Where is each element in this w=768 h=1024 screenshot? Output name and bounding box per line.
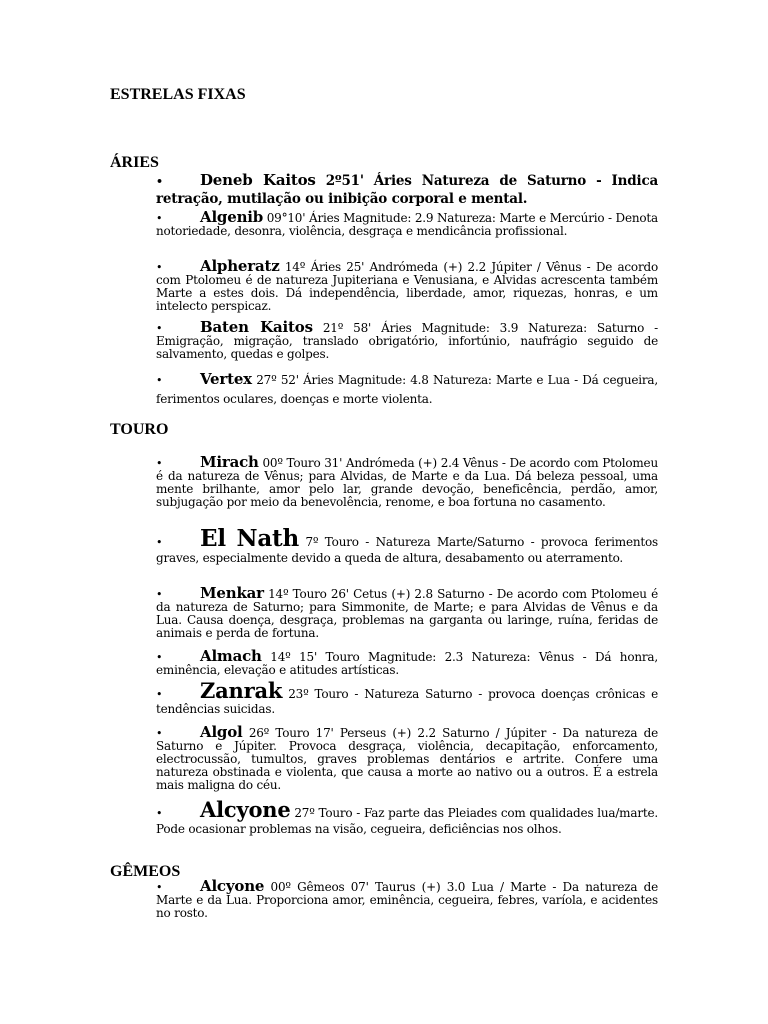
bullet-icon: • bbox=[156, 807, 163, 820]
section-heading-aries: ÁRIES bbox=[110, 154, 159, 171]
star-entry-el-nath bbox=[156, 525, 658, 565]
bullet-icon: • bbox=[156, 536, 163, 549]
bullet-icon: • bbox=[156, 374, 163, 387]
bullet-icon: • bbox=[156, 212, 163, 225]
star-entry-algenib bbox=[156, 208, 658, 238]
star-name: Vertex bbox=[200, 370, 252, 388]
bullet-icon: • bbox=[156, 457, 163, 470]
star-name: Alcyone bbox=[200, 797, 291, 822]
star-name: Almach bbox=[200, 647, 262, 665]
bullet-icon: • bbox=[156, 727, 163, 740]
star-name: Alpheratz bbox=[200, 257, 280, 275]
star-name: Zanrak bbox=[200, 678, 283, 703]
star-entry-vertex bbox=[156, 370, 658, 408]
star-description: 27º Touro - Faz parte das Pleiades com qualidades lua/marte. Pode ocasionar problemas na visão, cegueira, deficiências nos olhos. bbox=[156, 806, 658, 836]
bullet-icon: • bbox=[156, 588, 163, 601]
bullet-icon: • bbox=[156, 261, 163, 274]
star-name: Baten Kaitos bbox=[200, 318, 313, 336]
star-name: Menkar bbox=[200, 584, 264, 602]
star-entry-alcyone-gemeos bbox=[156, 877, 658, 920]
star-entry-baten-kaitos bbox=[156, 318, 658, 361]
star-entry-mirach bbox=[156, 453, 658, 509]
star-description: 09°10' Áries Magnitude: 2.9 Natureza: Marte e Mercúrio - Denota notoriedade, desonra, violência, desgraça e mendicância profissional. bbox=[156, 211, 658, 238]
star-name: Algol bbox=[200, 723, 243, 741]
star-entry-algol bbox=[156, 723, 658, 792]
star-description: 26º Touro 17' Perseus (+) 2.2 Saturno / Júpiter - Da natureza de Saturno e Júpiter. Provoca desgraça, violência, decapitação, enforcamento, electrocussão, tumultos, graves problemas dentários e artrite. Confere uma natureza obstinada e violenta, que causa a morte ao nativo ou a outros. É a estrela mais maligna do céu. bbox=[156, 726, 658, 792]
star-description: 27º 52' Áries Magnitude: 4.8 Natureza: Marte e Lua - Dá cegueira, ferimentos oculares, doenças e morte violenta. bbox=[156, 373, 658, 406]
section-heading-touro: TOURO bbox=[110, 421, 169, 438]
star-entry-deneb-kaitos bbox=[156, 172, 658, 207]
bullet-icon: • bbox=[156, 651, 163, 664]
bullet-icon: • bbox=[156, 175, 163, 188]
star-entry-alcyone-touro bbox=[156, 797, 658, 837]
star-description: 7º Touro - Natureza Marte/Saturno - provoca ferimentos graves, especialmente devido a queda de altura, desabamento ou aterramento. bbox=[156, 535, 658, 565]
bullet-icon: • bbox=[156, 322, 163, 335]
star-entry-menkar bbox=[156, 584, 658, 640]
star-name: El Nath bbox=[200, 525, 299, 552]
star-name: Mirach bbox=[200, 453, 259, 471]
star-description: 14º 15' Touro Magnitude: 2.3 Natureza: Vênus - Dá honra, eminência, elevação e atitudes artísticas. bbox=[156, 650, 658, 677]
star-name: Deneb Kaitos bbox=[200, 171, 316, 189]
star-name: Alcyone bbox=[200, 877, 265, 895]
star-description: 14º Áries 25' Andrómeda (+) 2.2 Júpiter / Vênus - De acordo com Ptolomeu é de natureza Jupiteriana e Venusiana, e Alvidas acrescenta também Marte a estes dois. Dá independência, liberdade, amor, riquezas, honras, e um intelecto perspicaz. bbox=[156, 260, 658, 313]
section-heading-gemeos: GÊMEOS bbox=[110, 863, 181, 880]
document-title: ESTRELAS FIXAS bbox=[110, 86, 246, 103]
bullet-icon: • bbox=[156, 688, 163, 701]
star-name: Algenib bbox=[200, 208, 264, 226]
star-entry-zanrak bbox=[156, 678, 659, 717]
bullet-icon: • bbox=[156, 881, 163, 894]
star-description: 23º Touro - Natureza Saturno - provoca doenças crônicas e tendências suicidas. bbox=[156, 687, 659, 716]
star-description: 21º 58' Áries Magnitude: 3.9 Natureza: Saturno - Emigração, migração, translado obrigatório, infortúnio, naufrágio seguido de salvamento, quedas e golpes. bbox=[156, 321, 658, 361]
star-entry-almach bbox=[156, 647, 658, 677]
star-description: 00º Gêmeos 07' Taurus (+) 3.0 Lua / Marte - Da natureza de Marte e da Lua. Proporciona amor, eminência, cegueira, febres, varíola, e acidentes no rosto. bbox=[156, 880, 658, 920]
star-entry-alpheratz bbox=[156, 257, 658, 313]
star-description: 14º Touro 26' Cetus (+) 2.8 Saturno - De acordo com Ptolomeu é da natureza de Saturno; para Simmonite, de Marte; e para Alvidas de Vênus e da Lua. Causa doença, desgraça, problemas na garganta ou laringe, ruína, feridas de animais e perda de fortuna. bbox=[156, 587, 658, 640]
star-description: 00º Touro 31' Andrómeda (+) 2.4 Vênus - De acordo com Ptolomeu é da natureza de Vênus; para Alvidas, de Marte e da Lua. Dá beleza pessoal, uma mente brilhante, amor pelo lar, grande devoção, beneficência, perdão, amor, subjugação por meio da benevolência, renome, e boa fortuna no casamento. bbox=[156, 456, 658, 509]
star-description: 2º51' Áries Natureza de Saturno - Indica retração, mutilação ou inibição corporal e mental. bbox=[156, 173, 659, 207]
